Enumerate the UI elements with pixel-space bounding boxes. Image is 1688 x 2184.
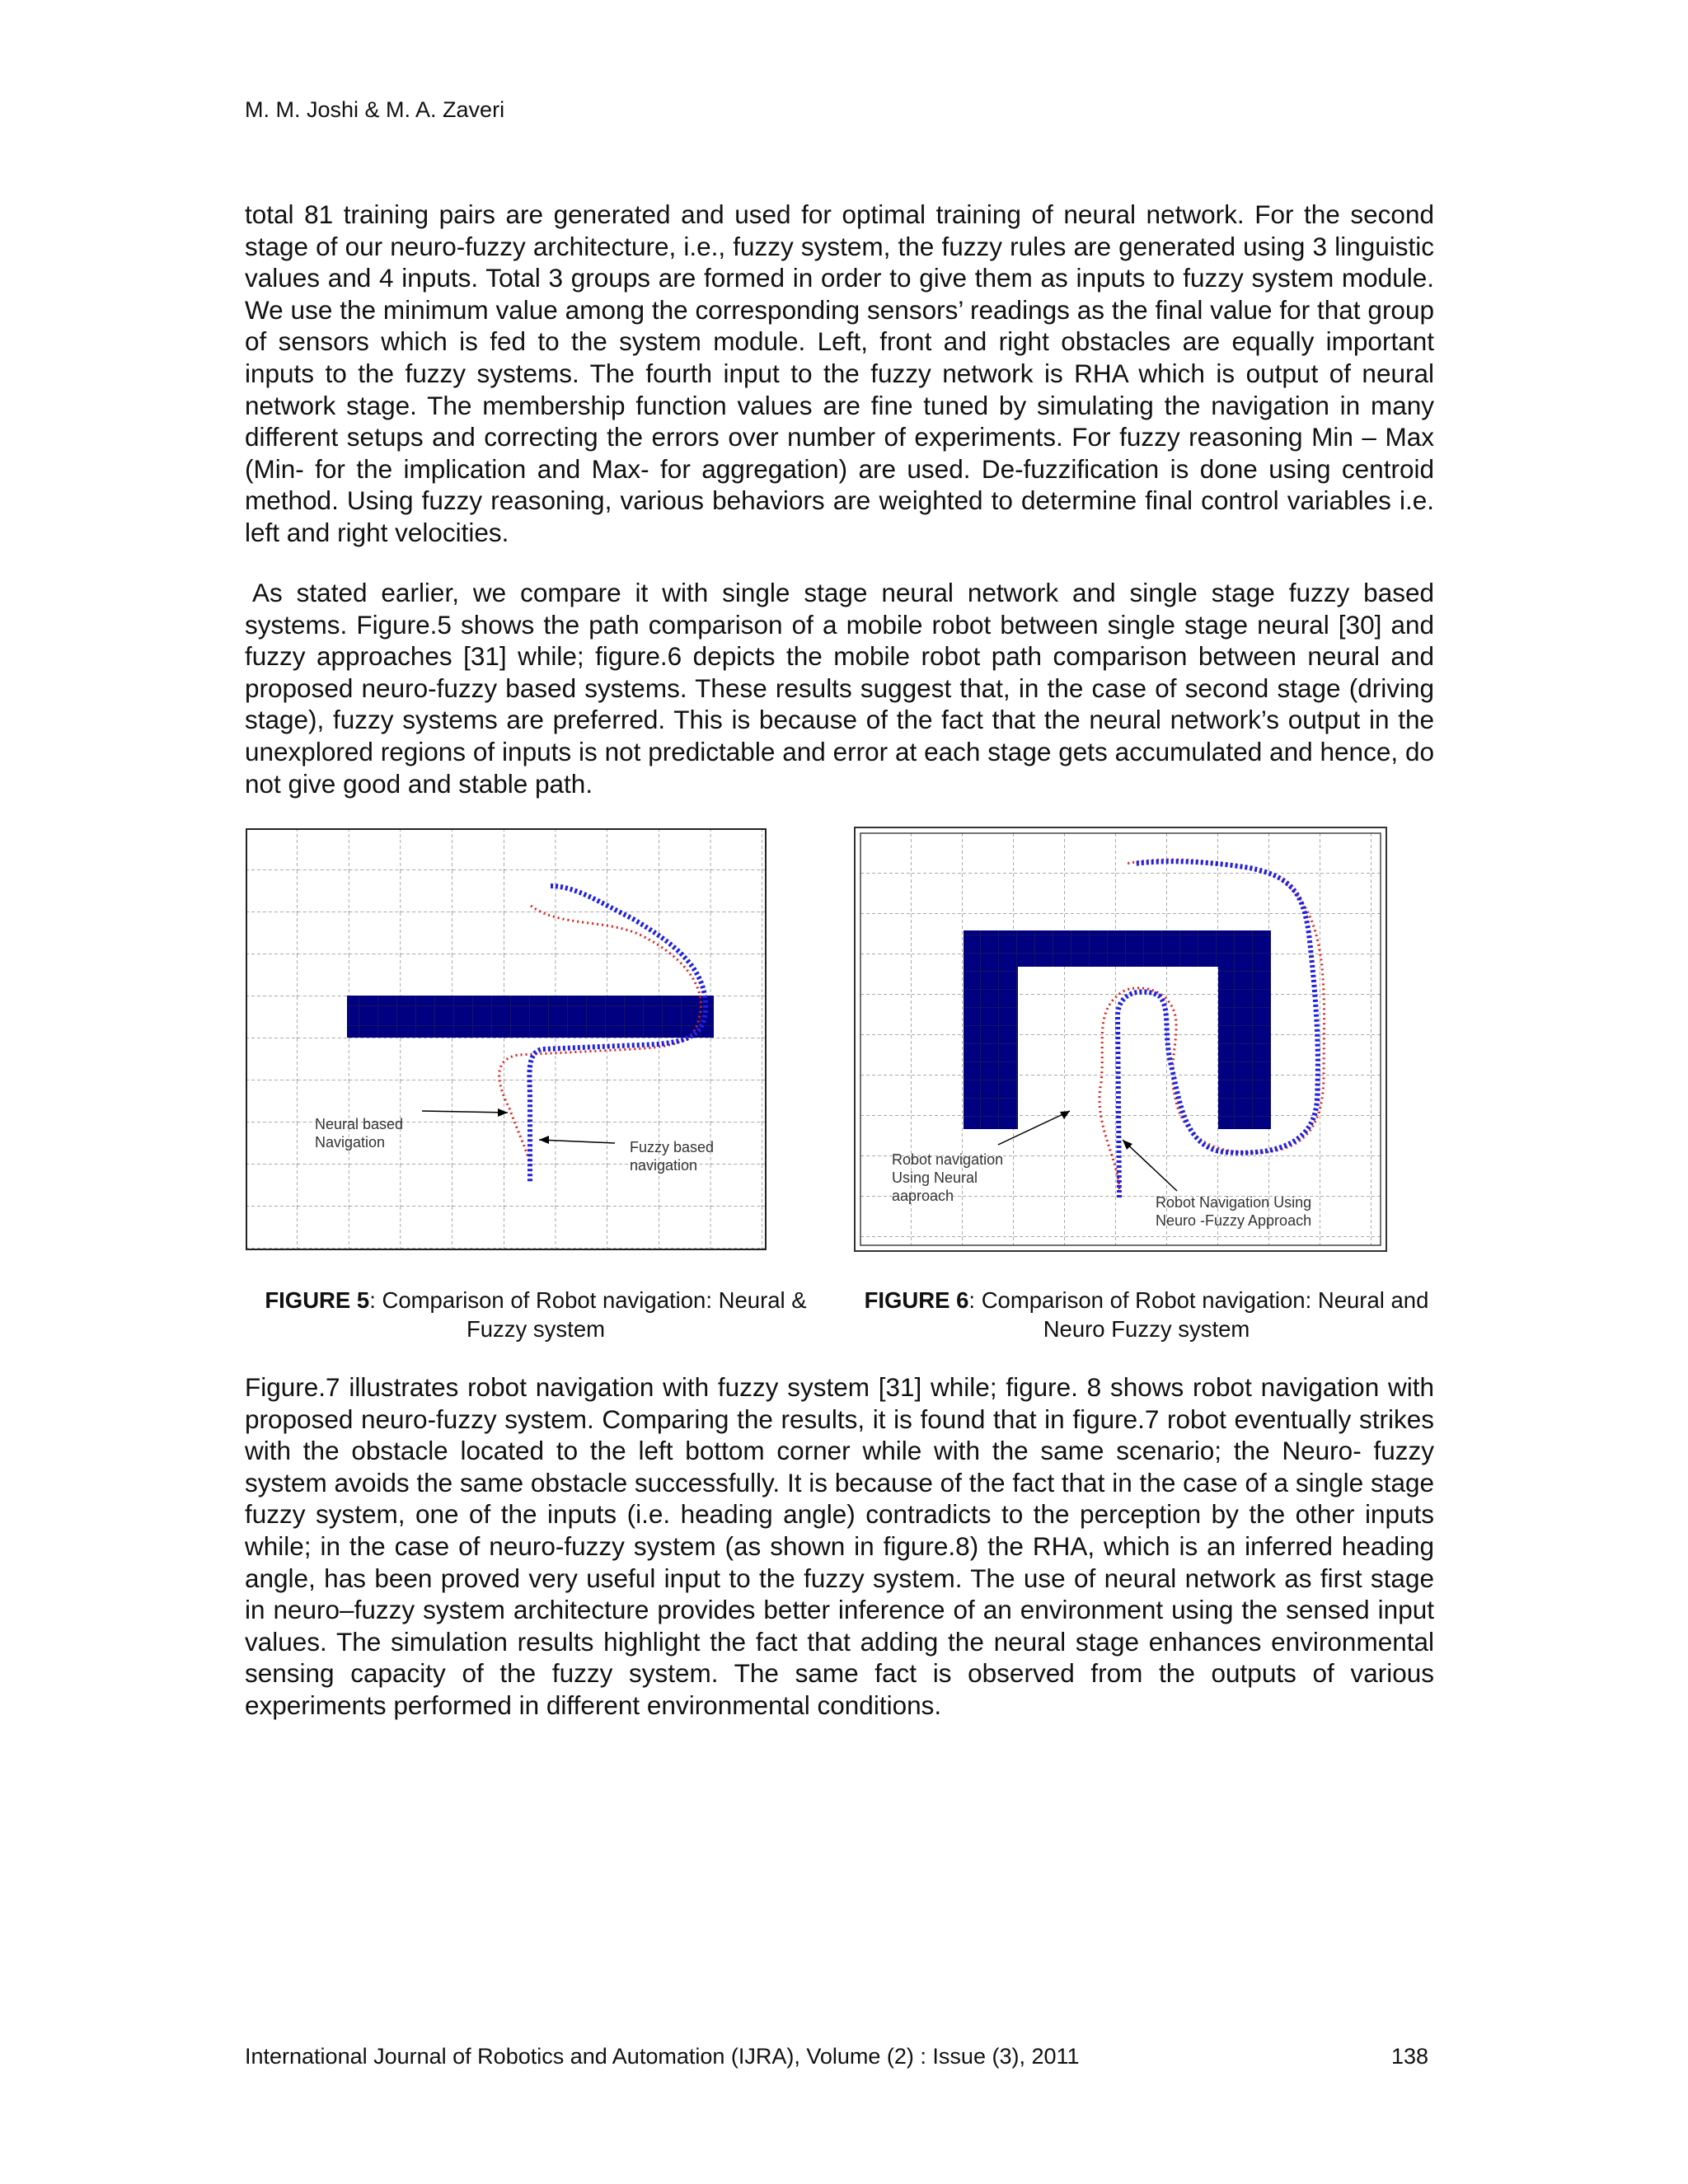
fig6-label-neural-2: Using Neural [892,1169,978,1186]
fig6-label-nf-2: Neuro -Fuzzy Approach [1156,1212,1312,1229]
paragraph-1: total 81 training pairs are generated and used for optimal training of neural network. For the second stage of our neuro-fuzzy architecture, i.e., fuzzy system, the fuzzy rules are generated using 3 linguistic values and 4 inputs. Total 3 groups are formed in order to give them as inputs to fuzzy system module. We use the minimum value among the corresponding sensors’ readings as the final value for that group of sensors which is fed to the system module. Left, front and right obstacles are equally important inputs to the fuzzy systems. The fourth input to the fuzzy network is RHA which is output of neural network stage. The membership function values are fine tuned by simulating the navigation in many different setups and correcting the errors over number of experiments. For fuzzy reasoning Min – Max (Min- for the implication and Max- for aggregation) are used. De-fuzzification is done using centroid method. Using fuzzy reasoning, various behaviors are weighted to determine final control variables i.e. left and right velocities. [245,199,1434,547]
fig6-label-neural-1: Robot navigation [892,1151,1004,1168]
page-number: 138 [1391,2044,1429,2069]
fig6-label-neural-3: aaproach [892,1188,954,1204]
fig5-label-fuzzy-1: Fuzzy based [630,1139,715,1155]
fig6-label-nf-1: Robot Navigation Using [1156,1194,1312,1211]
figure-5-plot [246,828,767,1250]
fig5-label-neural-2: Navigation [315,1134,386,1151]
figure-5-caption-label: FIGURE 5 [265,1287,370,1313]
fig5-label-fuzzy-2: navigation [630,1157,698,1174]
figure-6-caption-text: : Comparison of Robot navigation: Neural and Neuro Fuzzy system [968,1287,1429,1342]
running-header: M. M. Joshi & M. A. Zaveri [245,97,505,122]
figure-6-plot [854,827,1387,1252]
footer-journal: International Journal of Robotics and Automation (IJRA), Volume (2) : Issue (3), 2011 [245,2044,1080,2069]
figure-6-caption-label: FIGURE 6 [864,1287,969,1313]
paragraph-3: Figure.7 illustrates robot navigation with fuzzy system [31] while; figure. 8 shows robot navigation with proposed neuro-fuzzy system. Comparing the results, it is found that in figure.7 robot eventually strikes with the obstacle located to the left bottom corner while with the same scenario; the Neuro- fuzzy system avoids the same obstacle successfully. It is because of the fact that in the case of a single stage fuzzy system, one of the inputs (i.e. heading angle) contradicts to the perception by the other inputs while; in the case of neuro-fuzzy system (as shown in figure.8) the RHA, which is an inferred heading angle, has been proved very useful input to the fuzzy system. The use of neural network as first stage in neuro–fuzzy system architecture provides better inference of an environment using the sensed input values. The simulation results highlight the fact that adding the neural stage enhances environmental sensing capacity of the fuzzy system. The same fact is observed from the outputs of various experiments performed in different environmental conditions. [245,1372,1434,1720]
paragraph-2: As stated earlier, we compare it with single stage neural network and single stage fuzzy based systems. Figure.5 shows the path comparison of a mobile robot between single stage neural [30] and fuzzy approaches [31] while; figure.6 depicts the mobile robot path comparison between neural and proposed neuro-fuzzy based systems. These results suggest that, in the case of second stage (driving stage), fuzzy systems are preferred. This is because of the fact that the neural network’s output in the unexplored regions of inputs is not predictable and error at each stage gets accumulated and hence, do not give good and stable path. [245,578,1434,799]
figure-5-caption [239,1286,832,1343]
obstacle-bar [347,996,714,1038]
fig5-label-neural-1: Neural based [315,1116,404,1132]
figure-5-caption-text: : Comparison of Robot navigation: Neural & Fuzzy system [369,1287,807,1342]
figure-6-caption [851,1286,1442,1343]
